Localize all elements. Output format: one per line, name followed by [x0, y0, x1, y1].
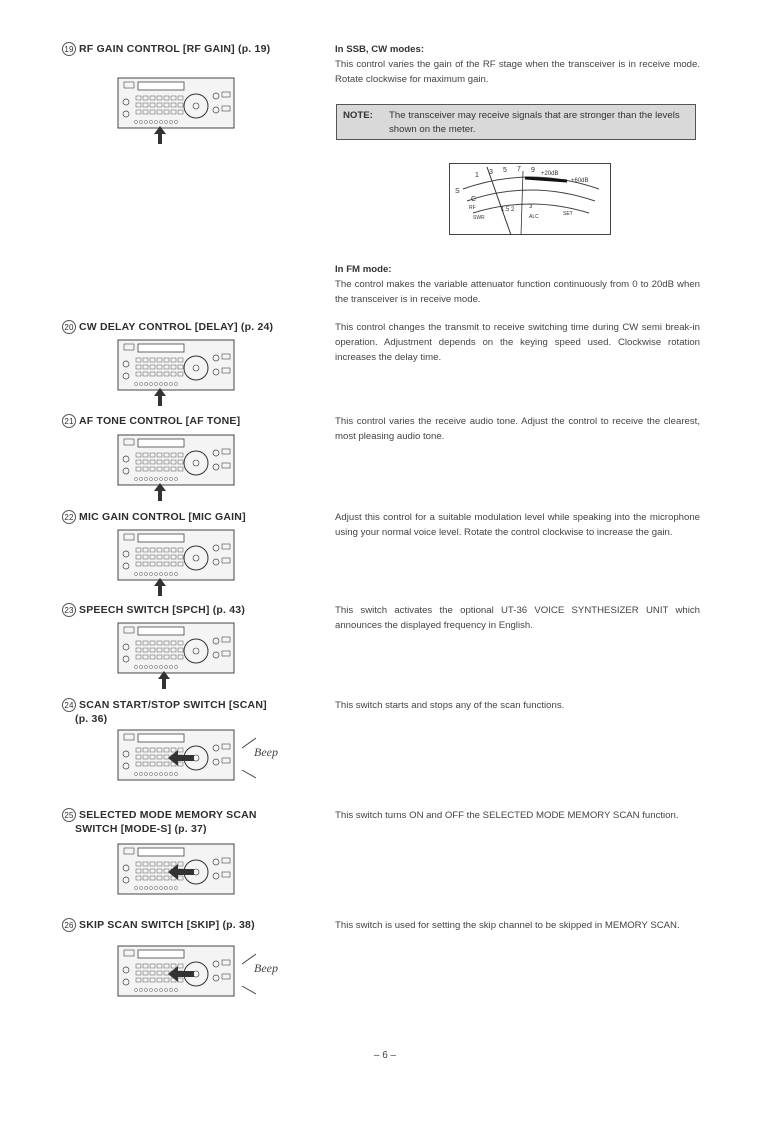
- desc-text: This control changes the transmit to receive switching time during CW semi break-in operation. Adjustment depends on the keying speed used. Clockwise rotation increases the delay time.: [335, 322, 700, 363]
- section-number: 19: [62, 42, 76, 56]
- section-title: SELECTED MODE MEMORY SCAN: [79, 809, 257, 821]
- desc-text: This control varies the gain of the RF stage when the transceiver is in receive mode. Rotate clockwise for maximum gain.: [335, 59, 700, 85]
- meter-c-label: C: [471, 196, 477, 203]
- section-21-desc: [335, 414, 700, 444]
- desc-text: This switch starts and stops any of the scan functions.: [335, 700, 565, 711]
- section-title: SKIP SCAN SWITCH [SKIP] (p. 38): [79, 919, 255, 931]
- transceiver-arrow-up-icon: [116, 621, 238, 691]
- section-title-line2: SWITCH [MODE-S] (p. 37): [75, 823, 207, 835]
- section-title: RF GAIN CONTROL [RF GAIN] (p. 19): [79, 43, 271, 55]
- transceiver-arrow-left-beep-icon: [116, 944, 316, 1002]
- section-22-heading: [62, 510, 246, 524]
- section-20-heading: [62, 320, 273, 334]
- section-25-heading: [62, 808, 257, 836]
- beep-label: Beep: [254, 745, 278, 759]
- section-number: 24: [62, 698, 76, 712]
- section-19-heading: [62, 42, 270, 56]
- meter-scale-9: 9: [531, 167, 535, 174]
- section-title: SPEECH SWITCH [SPCH] (p. 43): [79, 604, 246, 616]
- meter-db-60: +60dB: [571, 178, 589, 184]
- meter-scale-5: 5: [503, 167, 507, 174]
- beep-label: Beep: [254, 961, 278, 975]
- section-number: 23: [62, 603, 76, 617]
- desc-text: This switch activates the optional UT-36 VOICE SYNTHESIZER UNIT which announces the displayed frequency in English.: [335, 605, 700, 631]
- meter-alc-label: ALC: [529, 214, 539, 220]
- transceiver-arrow-up-icon: [116, 76, 238, 146]
- meter-swr-scale-3: 3: [529, 204, 533, 210]
- section-number: 21: [62, 414, 76, 428]
- fm-mode-label: In FM mode:: [335, 264, 392, 275]
- section-23-desc: [335, 603, 700, 633]
- desc-text: This switch turns ON and OFF the SELECTED MODE MEMORY SCAN function.: [335, 810, 679, 821]
- transceiver-arrow-up-icon: [116, 433, 238, 503]
- desc-label: In SSB, CW modes:: [335, 44, 425, 55]
- section-title: SCAN START/STOP SWITCH [SCAN]: [79, 699, 267, 711]
- meter-set-label: SET: [563, 211, 573, 217]
- transceiver-arrow-up-icon: [116, 528, 238, 598]
- note-box: [336, 104, 696, 140]
- meter-scale-7: 7: [517, 166, 521, 173]
- transceiver-arrow-left-icon: [116, 842, 238, 900]
- section-title-line2: (p. 36): [75, 713, 108, 725]
- fm-mode-desc: [335, 262, 700, 307]
- meter-rf-label: RF: [469, 205, 476, 211]
- transceiver-arrow-left-beep-icon: [116, 728, 316, 786]
- desc-text: This switch is used for setting the skip channel to be skipped in MEMORY SCAN.: [335, 920, 680, 931]
- section-number: 26: [62, 918, 76, 932]
- section-19-desc: [335, 42, 700, 87]
- section-24-desc: [335, 698, 700, 713]
- section-number: 22: [62, 510, 76, 524]
- s-meter-illustration: [449, 163, 611, 235]
- note-text: The transceiver may receive signals that are stronger than the levels shown on the meter.: [389, 110, 680, 135]
- section-22-desc: [335, 510, 700, 540]
- meter-s-label: S: [455, 188, 460, 195]
- section-number: 25: [62, 808, 76, 822]
- section-26-desc: [335, 918, 700, 933]
- section-number: 20: [62, 320, 76, 334]
- section-25-desc: [335, 808, 700, 823]
- desc-text: Adjust this control for a suitable modulation level while speaking into the microphone using your normal voice level. Rotate the control clockwise to increase the gain.: [335, 512, 700, 538]
- section-20-desc: [335, 320, 700, 365]
- transceiver-arrow-up-icon: [116, 338, 238, 408]
- meter-scale-3: 3: [489, 169, 493, 176]
- meter-db-20: +20dB: [541, 171, 559, 177]
- section-title: AF TONE CONTROL [AF TONE]: [79, 415, 241, 427]
- section-23-heading: [62, 603, 245, 617]
- note-label: NOTE:: [343, 110, 373, 121]
- section-21-heading: [62, 414, 240, 428]
- desc-text: This control varies the receive audio tone. Adjust the control to receive the clearest, most pleasing audio tone.: [335, 416, 700, 442]
- meter-swr-label: SWR: [473, 215, 485, 221]
- section-26-heading: [62, 918, 255, 932]
- section-24-heading: [62, 698, 267, 726]
- meter-swr-scale: 1.5 2: [501, 207, 515, 213]
- section-title: MIC GAIN CONTROL [MIC GAIN]: [79, 511, 246, 523]
- section-title: CW DELAY CONTROL [DELAY] (p. 24): [79, 321, 274, 333]
- page-number: – 6 –: [373, 1050, 397, 1061]
- fm-mode-text: The control makes the variable attenuator function continuously from 0 to 20dB when the transceiver is in receive mode.: [335, 279, 700, 305]
- meter-scale-1: 1: [475, 172, 479, 179]
